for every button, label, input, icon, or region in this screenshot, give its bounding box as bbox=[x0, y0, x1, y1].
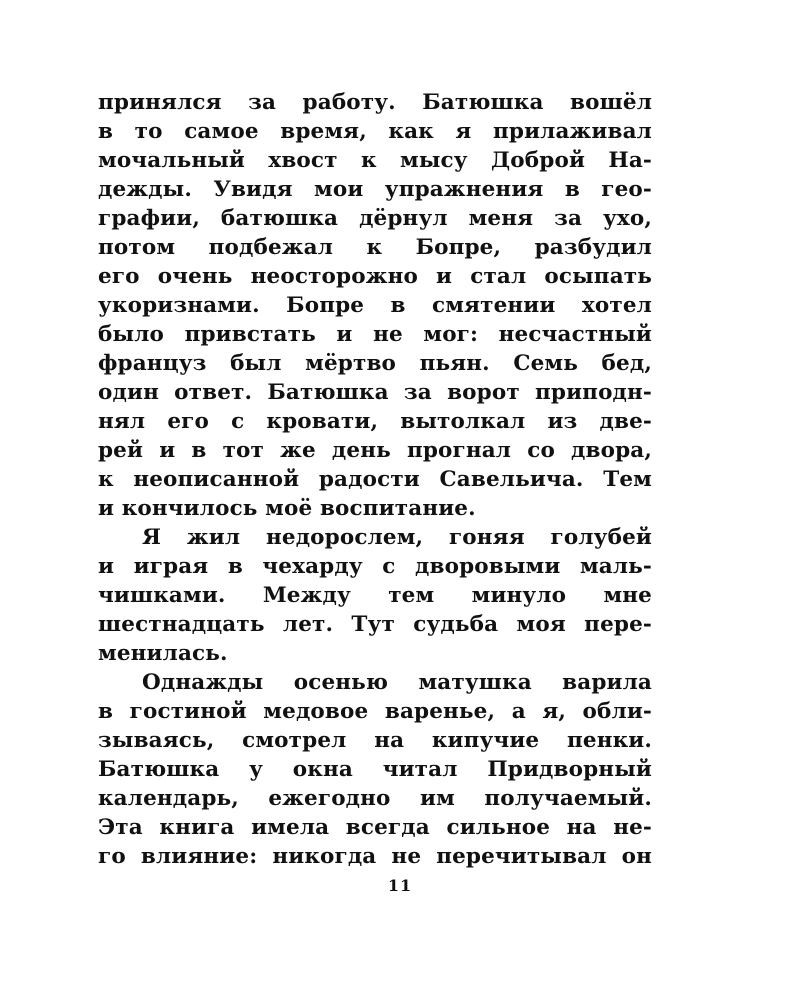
text-line: и кончилось моё воспитание. bbox=[98, 496, 476, 521]
paragraph bbox=[98, 668, 652, 871]
text-line: потом подбежал к Бопре, разбудил bbox=[98, 235, 652, 260]
text-line: Я жил недорослем, гоняя голубей bbox=[142, 525, 652, 550]
text-line: Батюшка у окна читал Придворный bbox=[98, 757, 652, 782]
text-line: к неописанной радости Савельича. Тем bbox=[98, 467, 652, 492]
text-line: в гостиной медовое варенье, а я, обли- bbox=[98, 699, 652, 724]
text-line: нял его с кровати, вытолкал из две- bbox=[98, 409, 652, 434]
text-line: менилась. bbox=[98, 641, 228, 666]
book-page-text bbox=[98, 88, 652, 871]
paragraph bbox=[98, 88, 652, 523]
text-line: чишками. Между тем минуло мне bbox=[98, 583, 652, 608]
text-line: было привстать и не мог: несчастный bbox=[98, 322, 652, 347]
text-line: Эта книга имела всегда сильное на не- bbox=[98, 815, 652, 840]
text-line: зываясь, смотрел на кипучие пенки. bbox=[98, 728, 652, 753]
text-line: графии, батюшка дёрнул меня за ухо, bbox=[98, 206, 652, 231]
text-line: мочальный хвост к мысу Доброй На- bbox=[98, 148, 652, 173]
text-line: и играя в чехарду с дворовыми маль- bbox=[98, 554, 652, 579]
text-line: го влияние: никогда не перечитывал он bbox=[98, 844, 652, 869]
text-line: Однажды осенью матушка варила bbox=[142, 670, 652, 695]
text-line: шестнадцать лет. Тут судьба моя пере- bbox=[98, 612, 652, 637]
text-line: принялся за работу. Батюшка вошёл bbox=[98, 90, 652, 115]
paragraph bbox=[98, 523, 652, 668]
page-number: 11 bbox=[387, 876, 413, 895]
text-line: дежды. Увидя мои упражнения в гео- bbox=[98, 177, 652, 202]
text-line: календарь, ежегодно им получаемый. bbox=[98, 786, 652, 811]
text-line: укоризнами. Бопре в смятении хотел bbox=[98, 293, 652, 318]
text-line: его очень неосторожно и стал осыпать bbox=[98, 264, 652, 289]
text-line: в то самое время, как я прилаживал bbox=[98, 119, 652, 144]
text-line: француз был мёртво пьян. Семь бед, bbox=[98, 351, 652, 376]
text-line: один ответ. Батюшка за ворот приподн- bbox=[98, 380, 652, 405]
text-line: рей и в тот же день прогнал со двора, bbox=[98, 438, 652, 463]
